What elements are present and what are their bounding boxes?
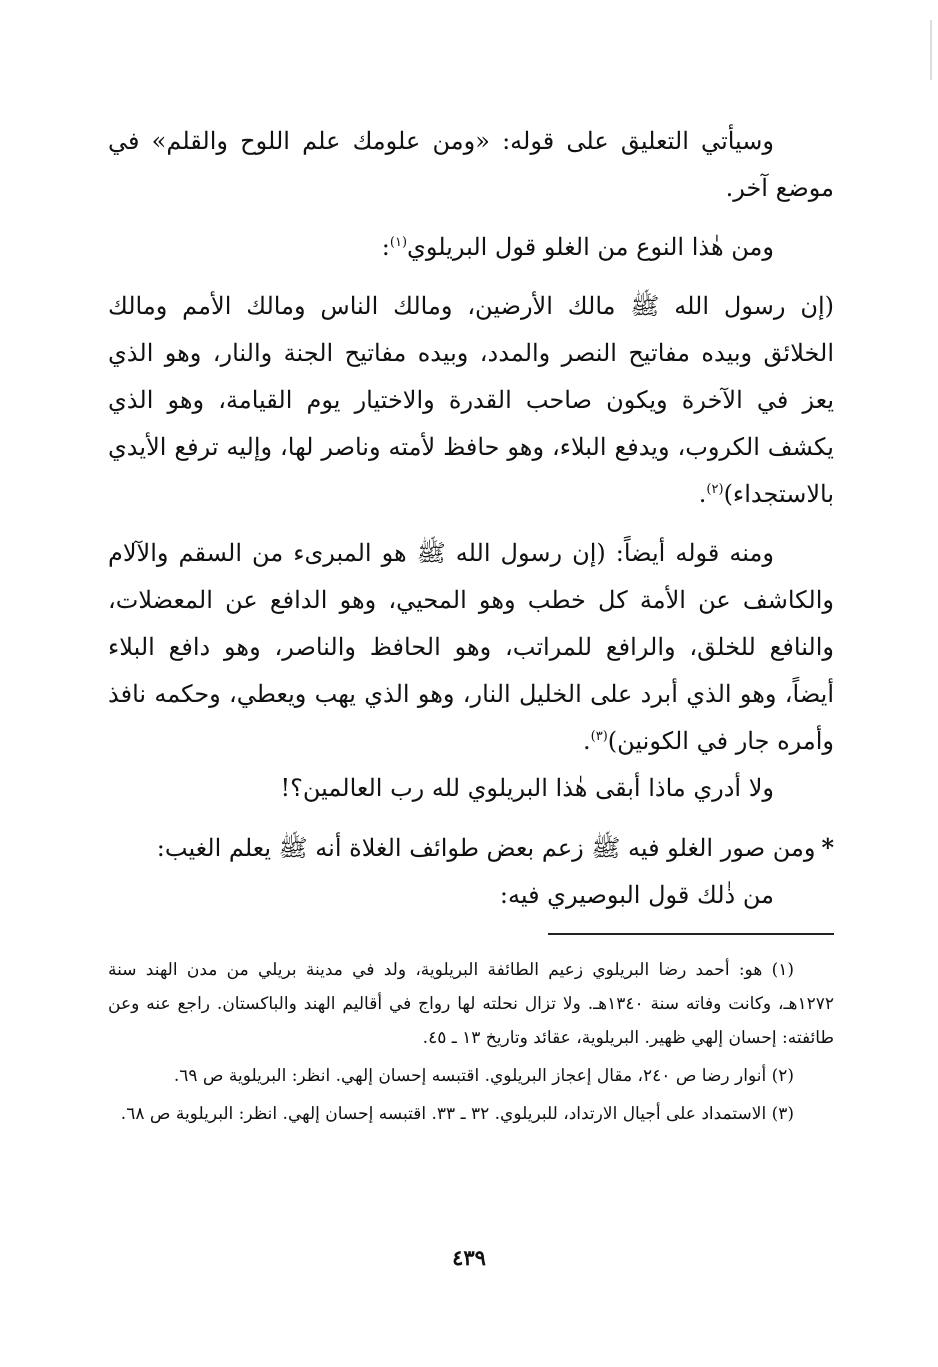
- paragraph-2-text: ومن هٰذا النوع من الغلو قول البريلوي: [407, 233, 774, 261]
- scan-edge-mark: [930, 20, 932, 80]
- main-text: [108, 118, 834, 919]
- footnote-ref-2[interactable]: (٢): [706, 482, 724, 497]
- footnote-divider: [548, 933, 834, 935]
- asterisk-bullet-icon: *: [821, 833, 834, 862]
- footnotes: [108, 953, 834, 1131]
- paragraph-1-text: وسيأتي التعليق على قوله: «ومن علومك علم اللوح والقلم» في موضع آخر.: [108, 127, 834, 202]
- footnote-ref-1[interactable]: (١): [389, 235, 408, 250]
- footnote-1: (١) هو: أحمد رضا البريلوي زعيم الطائفة البريلوية، ولد في مدينة بريلي من مدن الهند سنة ١٢٧٢هـ، وكانت وفاته سنة ١٣٤٠هـ. ولا تزال نحلته لها رواج في أقاليم الهند والباكستان. راجع عنه وعن طائفته: إحسان إلهي ظهير. البريلوية، عقائد وتاريخ ١٣ ـ ٤٥.: [108, 960, 834, 1048]
- paragraph-3-quote: [108, 283, 834, 518]
- paragraph-5: [108, 765, 834, 812]
- footnote-ref-3[interactable]: (٣): [590, 729, 608, 744]
- paragraph-1: [108, 118, 834, 212]
- paragraph-4-quote: [108, 530, 834, 765]
- footnote-3: (٣) الاستمداد على أجيال الارتداد، للبريلوي. ٣٢ ـ ٣٣. اقتبسه إحسان إلهي. انظر: البريلوية ص ٦٨.: [120, 1104, 794, 1124]
- paragraph-2-punct: :: [381, 233, 390, 261]
- paragraph-3-punct: .: [698, 480, 707, 508]
- footnote-2: (٢) أنوار رضا ص ٢٤٠، مقال إعجاز البريلوي. اقتبسه إحسان إلهي. انظر: البريلوية ص ٦٩.: [173, 1066, 794, 1086]
- paragraph-5-text: ولا أدري ماذا أبقى هٰذا البريلوي لله رب العالمين؟!: [280, 774, 774, 802]
- paragraph-7: [108, 872, 834, 919]
- page-number: ٤٣٩: [452, 1245, 486, 1270]
- paragraph-3-text: (إن رسول الله ﷺ مالك الأرضين، ومالك الناس ومالك الأمم ومالك الخلائق وبيده مفاتيح النصر والمدد، وبيده مفاتيح الجنة والنار، وهو الذي يعز في الآخرة ويكون صاحب القدرة والاختيار يوم القيامة، وهو الذي يكشف الكروب، ويدفع البلاء، وهو حافظ لأمته وناصر لها، وإليه ترفع الأيدي بالاستجداء): [108, 292, 834, 508]
- paragraph-2: [108, 224, 834, 271]
- paragraph-6: [108, 824, 834, 872]
- paragraph-4-text: ومنه قوله أيضاً: (إن رسول الله ﷺ هو المبرىء من السقم والآلام والكاشف عن الأمة كل خطب وهو المحيي، وهو الدافع عن المعضلات، والنافع للخلق، والرافع للمراتب، وهو الحافظ والناصر، وهو دافع البلاء أيضاً، وهو الذي أبرد على الخليل النار، وهو الذي يهب ويعطي، وحكمه نافذ وأمره جار في الكونين): [108, 539, 834, 755]
- paragraph-7-text: من ذٰلك قول البوصيري فيه:: [499, 881, 774, 909]
- page-content: [108, 118, 834, 1135]
- paragraph-4-punct: .: [583, 727, 591, 755]
- paragraph-6-text: ومن صور الغلو فيه ﷺ زعم بعض طوائف الغلاة أنه ﷺ يعلم الغيب:: [156, 834, 816, 862]
